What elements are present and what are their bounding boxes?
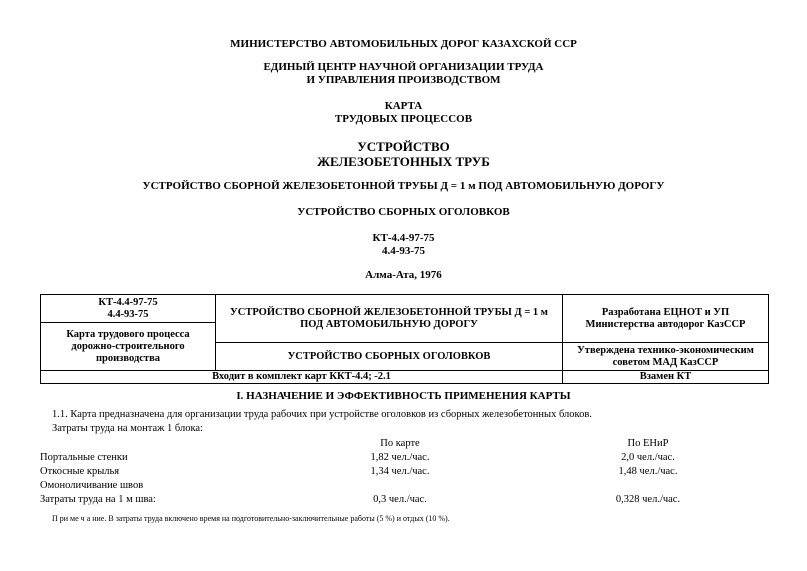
- column-header-card: По карте: [380, 438, 420, 449]
- replaces-cell: Взамен КТ: [563, 371, 769, 384]
- row-label-joint-monolith: Омоноличивание швов: [40, 480, 144, 491]
- note: [52, 514, 450, 523]
- card-code-1: КТ-4.4-97-75: [98, 296, 158, 308]
- row-card-slope-wings: 1,34 чел./час.: [370, 466, 430, 477]
- row-enir-slope-wings: 1,48 чел./час.: [618, 466, 678, 477]
- note-prefix: П ри ме ч а ние.: [52, 514, 107, 523]
- note-text: В затраты труда включено время на подготовительно-заключительные работы (5 %) и отдых (10 %).: [108, 514, 450, 523]
- row-card-per-meter: 0,3 чел./час.: [373, 494, 427, 505]
- section-heading: I. НАЗНАЧЕНИЕ И ЭФФЕКТИВНОСТЬ ПРИМЕНЕНИЯ КАРТЫ: [236, 390, 571, 402]
- row-label-slope-wings: Откосные крылья: [40, 466, 120, 477]
- card-info-table: [40, 294, 769, 384]
- column-header-enir: По ЕНиР: [627, 438, 669, 449]
- row-enir-per-meter: 0,328 чел./час.: [615, 494, 681, 505]
- center-title-line1: ЕДИНЫЙ ЦЕНТР НАУЧНОЙ ОРГАНИЗАЦИИ ТРУДА: [263, 61, 544, 73]
- card-code-cell: [41, 295, 216, 323]
- card-title-cell: УСТРОЙСТВО СБОРНОЙ ЖЕЛЕЗОБЕТОННОЙ ТРУБЫ Д = 1 м ПОД АВТОМОБИЛЬНУЮ ДОРОГУ: [216, 295, 563, 343]
- topic-title: УСТРОЙСТВО СБОРНОЙ ЖЕЛЕЗОБЕТОННОЙ ТРУБЫ Д = 1 м ПОД АВТОМОБИЛЬНУЮ ДОРОГУ: [142, 180, 665, 192]
- subtopic-title: УСТРОЙСТВО СБОРНЫХ ОГОЛОВКОВ: [297, 206, 510, 218]
- paragraph-labor-intro: Затраты труда на монтаж 1 блока:: [52, 423, 203, 434]
- card-code-2: 4.4-93-75: [107, 308, 149, 320]
- developed-by-cell: Разработана ЕЦНОТ и УП Министерства автодорог КазССР: [563, 295, 769, 343]
- place-year: Алма-Ата, 1976: [365, 269, 442, 281]
- center-title-line2: И УПРАВЛЕНИЯ ПРОИЗВОДСТВОМ: [306, 74, 501, 86]
- subject-title-line1: УСТРОЙСТВО: [357, 139, 450, 154]
- doc-code-2: 4.4-93-75: [381, 245, 426, 257]
- row-label-portal-walls: Портальные стенки: [40, 452, 128, 463]
- included-in-cell: Входит в комплект карт ККТ-4.4; -2.1: [41, 371, 563, 384]
- doc-code-1: КТ-4.4-97-75: [372, 232, 435, 244]
- ministry-title: МИНИСТЕРСТВО АВТОМОБИЛЬНЫХ ДОРОГ КАЗАХСКОЙ ССР: [230, 38, 577, 50]
- card-title-line2: ТРУДОВЫХ ПРОЦЕССОВ: [334, 113, 473, 125]
- row-label-per-meter: Затраты труда на 1 м шва:: [40, 494, 156, 505]
- card-type-cell: Карта трудового процесса дорожно-строительного производства: [41, 323, 216, 371]
- row-enir-portal-walls: 2,0 чел./час.: [621, 452, 675, 463]
- approved-by-cell: Утверждена технико-экономическим советом МАД КазССР: [563, 343, 769, 371]
- card-title-line1: КАРТА: [384, 100, 423, 112]
- subject-title-line2: ЖЕЛЕЗОБЕТОННЫХ ТРУБ: [317, 154, 490, 169]
- row-card-portal-walls: 1,82 чел./час.: [370, 452, 430, 463]
- card-subtitle-cell: УСТРОЙСТВО СБОРНЫХ ОГОЛОВКОВ: [216, 343, 563, 371]
- paragraph-1-1: 1.1. Карта предназначена для организации труда рабочих при устройстве оголовков из сборных железобетонных блоков.: [52, 409, 592, 420]
